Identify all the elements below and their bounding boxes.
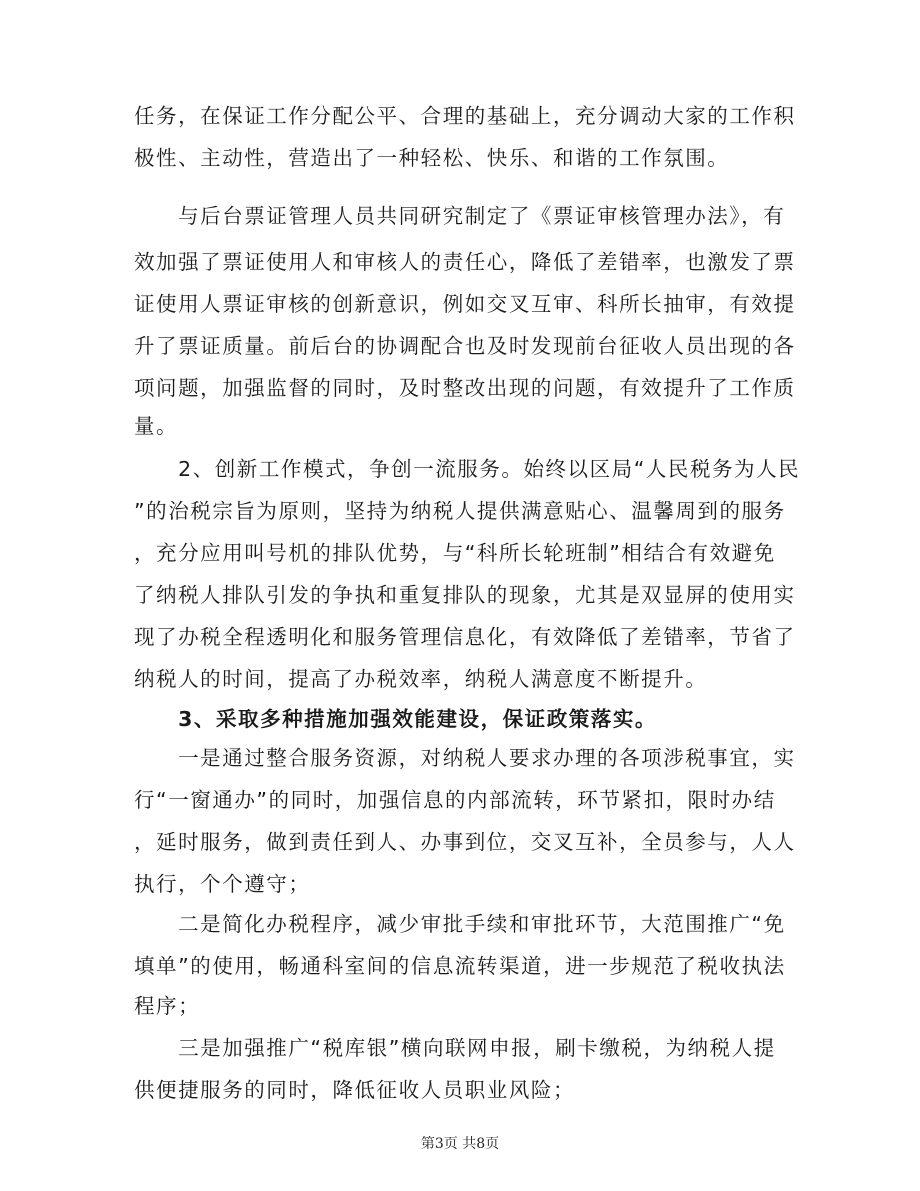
text-line: 任务，在保证工作分配公平、合理的基础上，充分调动大家的工作积 <box>134 104 796 128</box>
text-line: 证使用人票证审核的创新意识，例如交叉互审、科所长抽审，有效提 <box>134 292 796 316</box>
text-line: 极性、主动性，营造出了一种轻松、快乐、和谐的工作氛围。 <box>134 146 730 170</box>
text-line: 效加强了票证使用人和审核人的责任心，降低了差错率，也激发了票 <box>134 250 796 274</box>
paragraph-start-line: 与后台票证管理人员共同研究制定了《票证审核管理办法》，有 <box>134 204 786 228</box>
text-line: 现了办税全程透明化和服务管理信息化，有效降低了差错率，节省了 <box>134 625 796 649</box>
paragraph-start-line: 三是加强推广“税库银”横向联网申报，刷卡缴税，为纳税人提 <box>134 1036 776 1060</box>
text-line: 项问题，加强监督的同时，及时整改出现的问题，有效提升了工作质 <box>134 376 796 400</box>
text-line: 纳税人的时间，提高了办税效率，纳税人满意度不断提升。 <box>134 667 708 691</box>
text-line: 供便捷服务的同时，降低征收人员职业风险； <box>134 1078 575 1102</box>
text-line: ，充分应用叫号机的排队优势，与“科所长轮班制”相结合有效避免 <box>134 541 776 565</box>
text-line: ，延时服务，做到责任到人、办事到位，交叉互补，全员参与，人人 <box>134 830 796 854</box>
section-heading: 3、采取多种措施加强效能建设，保证政策落实。 <box>134 707 657 731</box>
text-line: 了纳税人排队引发的争执和重复排队的现象，尤其是双显屏的使用实 <box>134 583 796 607</box>
text-line: 行“一窗通办”的同时，加强信息的内部流转，环节紧扣，限时办结 <box>134 788 776 812</box>
text-line: 量。 <box>134 414 179 438</box>
page-number-footer: 第3页 共8页 <box>420 1136 500 1152</box>
text-line: 程序； <box>134 994 201 1018</box>
text-line: 升了票证质量。前后台的协调配合也及时发现前台征收人员出现的各 <box>134 334 796 358</box>
paragraph-start-line: 2、创新工作模式，争创一流服务。始终以区局“人民税务为人民 <box>134 457 801 481</box>
paragraph-start-line: 二是简化办税程序，减少审批手续和审批环节，大范围推广“免 <box>134 912 786 936</box>
text-line: 执行，个个遵守； <box>134 872 311 896</box>
text-line: 填单”的使用，畅通科室间的信息流转渠道，进一步规范了税收执法 <box>134 954 786 978</box>
text-line: ”的治税宗旨为原则，坚持为纳税人提供满意贴心、温馨周到的服务 <box>134 499 786 523</box>
paragraph-start-line: 一是通过整合服务资源，对纳税人要求办理的各项涉税事宜，实 <box>134 746 796 770</box>
